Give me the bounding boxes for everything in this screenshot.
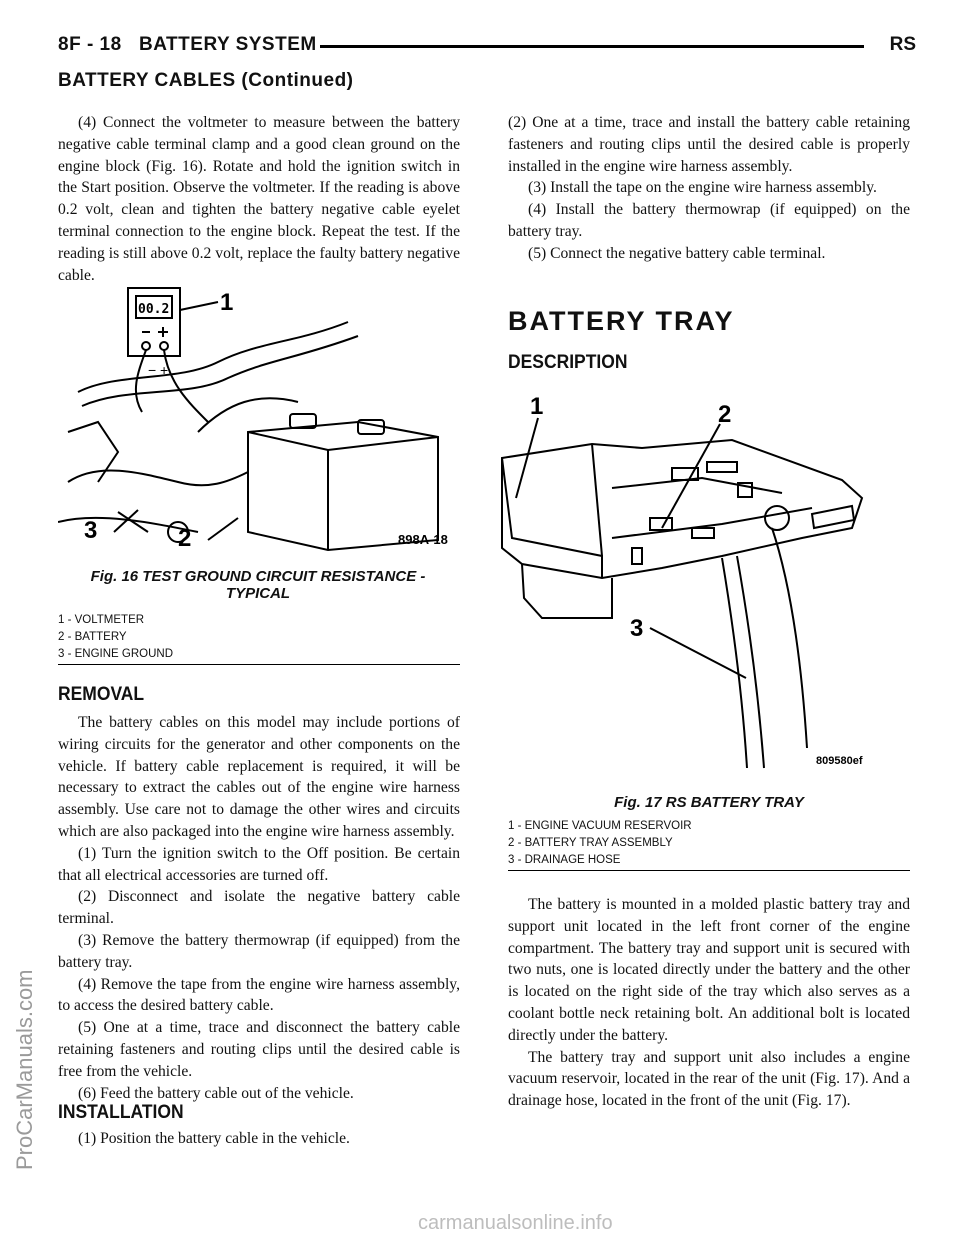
legend-item: 2 - BATTERY TRAY ASSEMBLY [508, 837, 673, 849]
fig16-callout-3: 3 [84, 517, 98, 544]
paragraph: (2) Disconnect and isolate the negative battery cable terminal. [58, 888, 460, 928]
installation-heading: INSTALLATION [58, 1102, 184, 1123]
header-model-code: RS [889, 34, 916, 55]
fig17-rule [508, 870, 910, 871]
fig17-drawing [482, 388, 882, 773]
paragraph: The battery tray and support unit also includes a engine vacuum reservoir, located in the rear of the unit (Fig. 17). And a drainage hose, located in the front of the unit (Fig. 17). [508, 1048, 910, 1110]
fig16-rule [58, 664, 460, 665]
voltmeter-reading: 00.2 [138, 302, 170, 317]
paragraph: (6) Feed the battery cable out of the vehicle. [78, 1084, 354, 1102]
fig16-legend [58, 612, 173, 663]
fig16-title-line1: Fig. 16 TEST GROUND CIRCUIT RESISTANCE - [90, 568, 426, 585]
legend-item: 1 - ENGINE VACUUM RESERVOIR [508, 820, 692, 832]
paragraph: (2) One at a time, trace and install the battery cable retaining fasteners and routing clips until the desired cable is properly installed in the engine wire harness assembly. [508, 114, 910, 175]
left-top-text [58, 112, 460, 286]
plus-sign: + [160, 362, 169, 378]
paragraph: (1) Position the battery cable in the vehicle. [78, 1130, 350, 1147]
description-heading: DESCRIPTION [508, 352, 628, 373]
page-header [58, 34, 916, 60]
paragraph: (4) Remove the tape from the engine wire harness assembly, to access the desired battery cable. [58, 975, 460, 1015]
fig17-title: Fig. 17 RS BATTERY TRAY [614, 794, 804, 811]
fig17-callout-1: 1 [530, 393, 544, 420]
paragraph: (5) Connect the negative battery cable terminal. [528, 244, 826, 262]
removal-heading: REMOVAL [58, 684, 145, 705]
right-top-text [508, 112, 910, 265]
paragraph: (5) One at a time, trace and disconnect the battery cable retaining fasteners and routing clips until the desired cable is free from the vehicle. [58, 1019, 460, 1080]
fig17-illustration [482, 388, 882, 773]
continued-title: BATTERY CABLES (Continued) [58, 70, 354, 91]
side-watermark: ProCarManuals.com [12, 969, 37, 1170]
fig16-title [58, 568, 458, 602]
description-text [508, 894, 910, 1112]
paragraph: (4) Install the battery thermowrap (if equipped) on the battery tray. [508, 201, 910, 240]
fig16-callout-2: 2 [178, 525, 192, 552]
installation-text [58, 1128, 460, 1150]
legend-item: 1 - VOLTMETER [58, 614, 145, 626]
fig17-code: 809580ef [816, 755, 863, 767]
removal-text [58, 712, 460, 1104]
paragraph: (3) Remove the battery thermowrap (if equipped) from the battery tray. [58, 931, 460, 971]
paragraph: (4) Connect the voltmeter to measure between the battery negative cable terminal clamp and a good clean ground on the engine block (Fig. 16). Rotate and hold the ignition switch in the Start position. Observe the voltmeter. If the reading is above 0.2 volt, clean and tighten the battery negative cable eyelet terminal connection to the engine block. Repeat the test. If the reading is still above 0.2 volt, replace the faulty battery negative cable. [58, 114, 460, 284]
battery-tray-heading: BATTERY TRAY [508, 306, 735, 336]
fig16-callout-1: 1 [220, 289, 234, 316]
fig16-title-line2: TYPICAL [225, 585, 291, 602]
legend-item: 3 - DRAINAGE HOSE [508, 854, 621, 866]
fig16-drawing [58, 282, 458, 554]
paragraph: (1) Turn the ignition switch to the Off position. Be certain that all electrical accessories are turned off. [58, 844, 460, 884]
legend-item: 3 - ENGINE GROUND [58, 648, 174, 660]
header-rule [320, 45, 864, 48]
minus-sign: − [148, 362, 157, 378]
fig16-illustration [58, 282, 458, 554]
paragraph: (3) Install the tape on the engine wire harness assembly. [528, 179, 877, 197]
paragraph: The battery cables on this model may include portions of wiring circuits for the generator and other components on the vehicle. If battery cable replacement is required, it will be necessary to extract the cables out of the engine wire harness assembly. Use care not to damage the other wires and circuits which are also packaged into the engine wire harness assembly. [58, 714, 460, 840]
header-section-title: 8F - 18 BATTERY SYSTEM [58, 34, 317, 55]
legend-item: 2 - BATTERY [58, 631, 127, 643]
fig17-callout-2: 2 [718, 401, 732, 428]
fig17-callout-3: 3 [630, 615, 644, 642]
paragraph: The battery is mounted in a molded plastic battery tray and support unit located in the left front corner of the engine compartment. The battery tray and support unit is secured with two nuts, one is located directly under the battery and the other is located on the right side of the tray which also serves as a coolant bottle neck retaining bolt. An additional bolt is located directly under the battery. [508, 896, 910, 1044]
footer-watermark: carmanualsonline.info [418, 1212, 613, 1234]
fig16-code: 898A-18 [398, 532, 448, 547]
fig17-legend [508, 818, 692, 869]
